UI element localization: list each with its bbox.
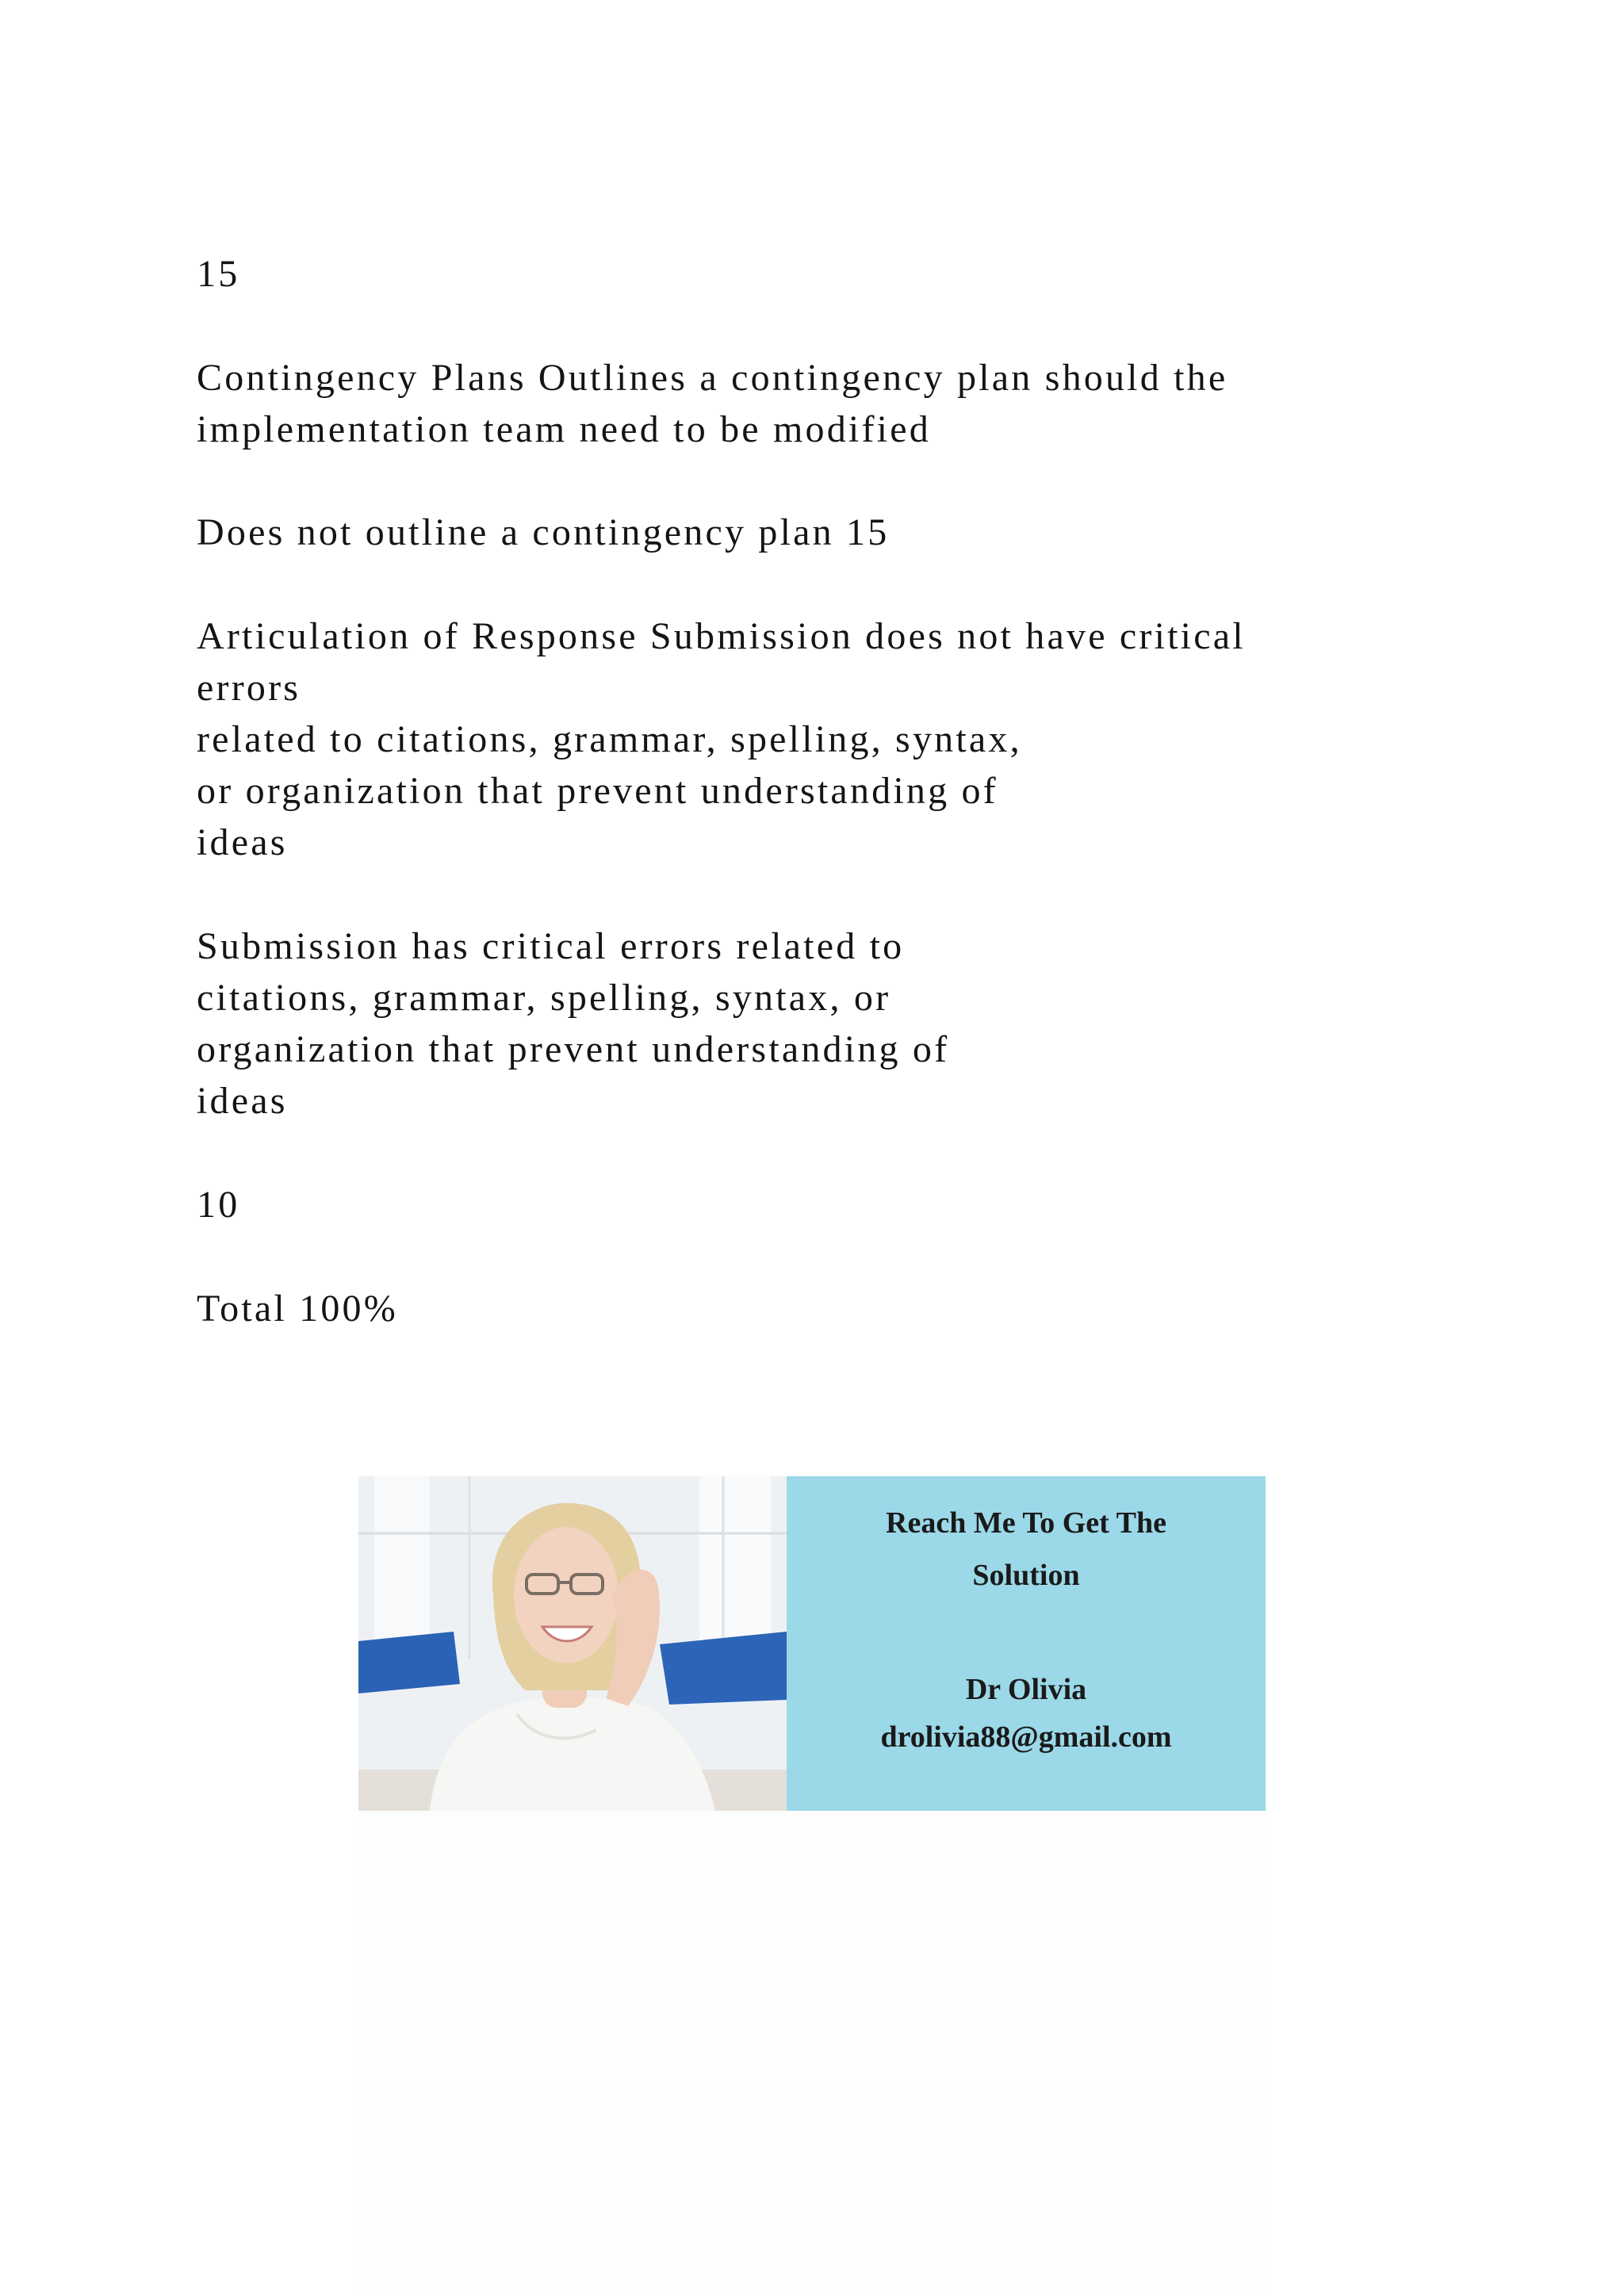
doc-line: Articulation of Response Submission does not have critical bbox=[197, 615, 1246, 657]
doc-line: 10 bbox=[197, 1184, 240, 1226]
doc-line: citations, grammar, spelling, syntax, or bbox=[197, 977, 891, 1019]
banner-heading: Solution bbox=[972, 1559, 1080, 1592]
doc-line: Does not outline a contingency plan 15 bbox=[197, 511, 890, 553]
doc-line: related to citations, grammar, spelling, syntax, bbox=[197, 718, 1022, 760]
doc-line: or organization that prevent understanding of bbox=[197, 770, 998, 812]
banner-heading: Reach Me To Get The bbox=[886, 1506, 1166, 1540]
doc-line: Submission has critical errors related to bbox=[197, 925, 905, 967]
tutor-name: Dr Olivia bbox=[965, 1673, 1087, 1706]
doc-line: errors bbox=[197, 667, 301, 709]
woman-portrait-image bbox=[358, 1476, 787, 1811]
doc-line: Total 100% bbox=[197, 1288, 398, 1330]
doc-line: Contingency Plans Outlines a contingency plan should the bbox=[197, 357, 1228, 399]
contact-banner bbox=[358, 1476, 1266, 1811]
doc-line: organization that prevent understanding of bbox=[197, 1028, 950, 1070]
tutor-photo bbox=[358, 1476, 787, 1811]
tutor-email: drolivia88@gmail.com bbox=[880, 1720, 1172, 1754]
contact-panel bbox=[787, 1476, 1266, 1811]
doc-line: ideas bbox=[197, 1080, 288, 1122]
doc-line: implementation team need to be modified bbox=[197, 408, 931, 450]
doc-line: ideas bbox=[197, 821, 288, 863]
doc-line: 15 bbox=[197, 253, 240, 295]
blank-image-area bbox=[358, 1811, 1266, 2296]
